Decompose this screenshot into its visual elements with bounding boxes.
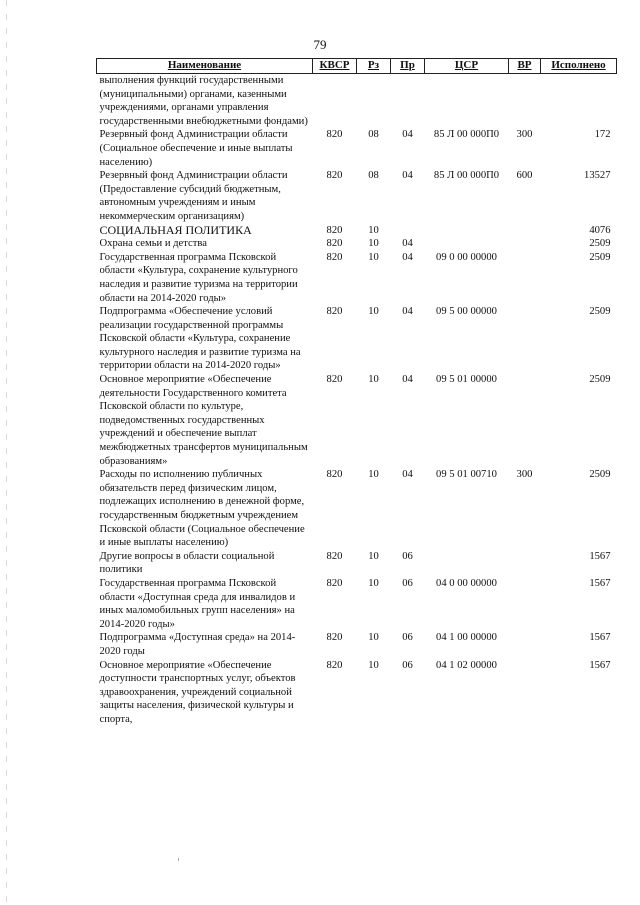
row-csr-cell: 09 5 00 00000 — [436, 306, 497, 318]
row-name-cell: Охрана семьи и детства — [99, 238, 207, 250]
row-vr-cell — [509, 305, 541, 373]
row-vr-cell: 300 — [516, 469, 533, 481]
row-rz-cell: 10 — [368, 550, 379, 562]
table-row — [97, 659, 617, 727]
row-kvsr-cell: 820 — [326, 251, 343, 263]
table-body — [97, 74, 617, 727]
row-pr-cell: 06 — [402, 550, 413, 562]
row-csr-cell — [425, 74, 509, 129]
row-vr-cell: 300 — [516, 129, 533, 141]
table-row — [97, 550, 617, 577]
row-kvsr-cell: 820 — [326, 238, 343, 250]
row-pr-cell: 06 — [402, 577, 413, 589]
row-csr-cell — [425, 237, 509, 251]
row-vr-cell: 600 — [516, 170, 533, 182]
row-csr-cell: 09 0 00 00000 — [436, 251, 497, 263]
row-pr-cell: 04 — [402, 238, 413, 250]
header-csr: ЦСР — [425, 59, 509, 74]
row-csr-cell — [425, 224, 509, 238]
row-executed-cell: 2509 — [589, 374, 611, 386]
row-csr-cell: 85 Л 00 000П0 — [433, 170, 500, 182]
row-rz-cell: 10 — [368, 251, 379, 263]
table-header — [97, 59, 617, 74]
row-name-cell: Подпрограмма «Доступная среда» на 2014-2020 годы — [99, 632, 296, 657]
table-row — [97, 373, 617, 468]
page-number: 79 — [313, 37, 327, 52]
row-kvsr-cell: 820 — [326, 550, 343, 562]
row-csr-cell — [425, 550, 509, 577]
row-kvsr-cell: 820 — [326, 469, 343, 481]
row-rz-cell: 08 — [368, 170, 379, 182]
row-executed-cell: 1567 — [589, 550, 611, 562]
header-rz: Рз — [357, 59, 391, 74]
row-name-cell: выполнения функций государственными (муниципальными) органами, казенными учреждениями, органами управления государственными внебюджетными фондами) — [99, 75, 308, 127]
row-kvsr-cell: 820 — [326, 224, 343, 236]
row-vr-cell — [509, 74, 541, 129]
row-executed-cell: 1567 — [589, 659, 611, 671]
row-vr-cell — [509, 237, 541, 251]
row-pr-cell: 04 — [402, 374, 413, 386]
row-name-cell: Резервный фонд Администрации области (Социальное обеспечение и иные выплаты населению) — [99, 129, 293, 168]
row-pr-cell: 04 — [402, 170, 413, 182]
table-row — [97, 224, 617, 238]
row-pr-cell — [391, 224, 425, 238]
row-rz-cell: 10 — [368, 659, 379, 671]
row-name-cell: Подпрограмма «Обеспечение условий реализации государственной программы Псковской области «Культура, сохранение культурного наследия и развитие туризма на территории области на 2014-2020 годы» — [99, 306, 301, 372]
row-executed-cell — [541, 74, 617, 129]
row-pr-cell: 06 — [402, 659, 413, 671]
row-executed-cell: 2509 — [589, 469, 611, 481]
row-rz-cell: 10 — [368, 238, 379, 250]
row-rz-cell: 10 — [368, 577, 379, 589]
row-name-cell: Основное мероприятие «Обеспечение деятельности Государственного комитета Псковской области по культуре, подведомственных государственных учреждений и обеспечение выплат межбюджетных трансфертов муниципальным образованиям» — [99, 374, 308, 467]
row-rz-cell: 10 — [368, 224, 379, 236]
row-name-cell: СОЦИАЛЬНАЯ ПОЛИТИКА — [99, 222, 252, 237]
row-pr-cell: 04 — [402, 306, 413, 318]
table-row — [97, 468, 617, 550]
row-rz-cell: 10 — [368, 632, 379, 644]
row-vr-cell — [509, 550, 541, 577]
row-executed-cell: 13527 — [584, 170, 611, 182]
row-kvsr-cell — [313, 74, 357, 129]
header-pr: Пр — [391, 59, 425, 74]
table-row — [97, 74, 617, 129]
row-vr-cell — [509, 577, 541, 631]
scan-edge-mark — [6, 0, 7, 905]
row-kvsr-cell: 820 — [326, 170, 343, 182]
row-name-cell: Основное мероприятие «Обеспечение доступности транспортных услуг, объектов здравоохранения, учреждений социальной защиты населения, физической культуры и спорта, — [99, 659, 296, 725]
row-rz-cell: 10 — [368, 469, 379, 481]
row-csr-cell: 04 1 02 00000 — [436, 659, 497, 671]
row-csr-cell: 09 5 01 00000 — [436, 374, 497, 386]
row-rz-cell: 10 — [368, 374, 379, 386]
row-executed-cell: 1567 — [589, 632, 611, 644]
row-name-cell: Государственная программа Псковской области «Доступная среда для инвалидов и иных маломобильных групп населения» на 2014-2020 годы» — [99, 577, 296, 630]
header-executed: Исполнено — [541, 59, 617, 74]
row-csr-cell: 04 1 00 00000 — [436, 632, 497, 644]
row-vr-cell — [509, 373, 541, 468]
row-pr-cell: 06 — [402, 632, 413, 644]
row-csr-cell: 04 0 00 00000 — [436, 577, 497, 589]
header-name: Наименование — [97, 59, 313, 74]
row-name-cell: Государственная программа Псковской области «Культура, сохранение культурного наследия и развитие туризма на территории области на 2014-2020 годы» — [99, 251, 298, 304]
row-csr-cell: 85 Л 00 000П0 — [433, 129, 500, 141]
table-row — [97, 577, 617, 631]
row-kvsr-cell: 820 — [326, 577, 343, 589]
row-executed-cell: 4076 — [589, 224, 611, 236]
table-row — [97, 631, 617, 658]
row-pr-cell: 04 — [402, 129, 413, 141]
table-row — [97, 128, 617, 169]
row-pr-cell: 04 — [402, 251, 413, 263]
row-vr-cell — [509, 659, 541, 727]
row-executed-cell: 172 — [594, 129, 611, 141]
row-name-cell: Расходы по исполнению публичных обязательств перед физическим лицом, подлежащих исполнению в денежной форме, государственным бюджетным учреждением Псковской области (Социальное обеспечение и иные выплаты населению) — [99, 469, 305, 549]
header-kvsr: КВСР — [313, 59, 357, 74]
row-rz-cell: 08 — [368, 129, 379, 141]
table-row — [97, 305, 617, 373]
row-rz-cell: 10 — [368, 306, 379, 318]
table-row — [97, 237, 617, 251]
row-executed-cell: 2509 — [589, 238, 611, 250]
header-vr: ВР — [509, 59, 541, 74]
row-kvsr-cell: 820 — [326, 374, 343, 386]
row-pr-cell: 04 — [402, 469, 413, 481]
row-csr-cell: 09 5 01 00710 — [436, 469, 497, 481]
row-kvsr-cell: 820 — [326, 129, 343, 141]
row-name-cell: Другие вопросы в области социальной политики — [99, 550, 275, 576]
row-rz-cell — [357, 74, 391, 129]
row-executed-cell: 2509 — [589, 251, 611, 263]
row-vr-cell — [509, 251, 541, 305]
budget-execution-table — [96, 58, 617, 727]
row-vr-cell — [509, 631, 541, 658]
table-row — [97, 169, 617, 223]
row-vr-cell — [509, 224, 541, 238]
row-kvsr-cell: 820 — [326, 306, 343, 318]
row-executed-cell: 1567 — [589, 577, 611, 589]
row-kvsr-cell: 820 — [326, 632, 343, 644]
scan-speck — [178, 858, 179, 861]
table-row — [97, 251, 617, 305]
row-executed-cell: 2509 — [589, 306, 611, 318]
row-kvsr-cell: 820 — [326, 659, 343, 671]
row-name-cell: Резервный фонд Администрации области (Предоставление субсидий бюджетным, автономным учреждениям и иным некоммерческим организациям) — [99, 170, 288, 222]
row-pr-cell — [391, 74, 425, 129]
